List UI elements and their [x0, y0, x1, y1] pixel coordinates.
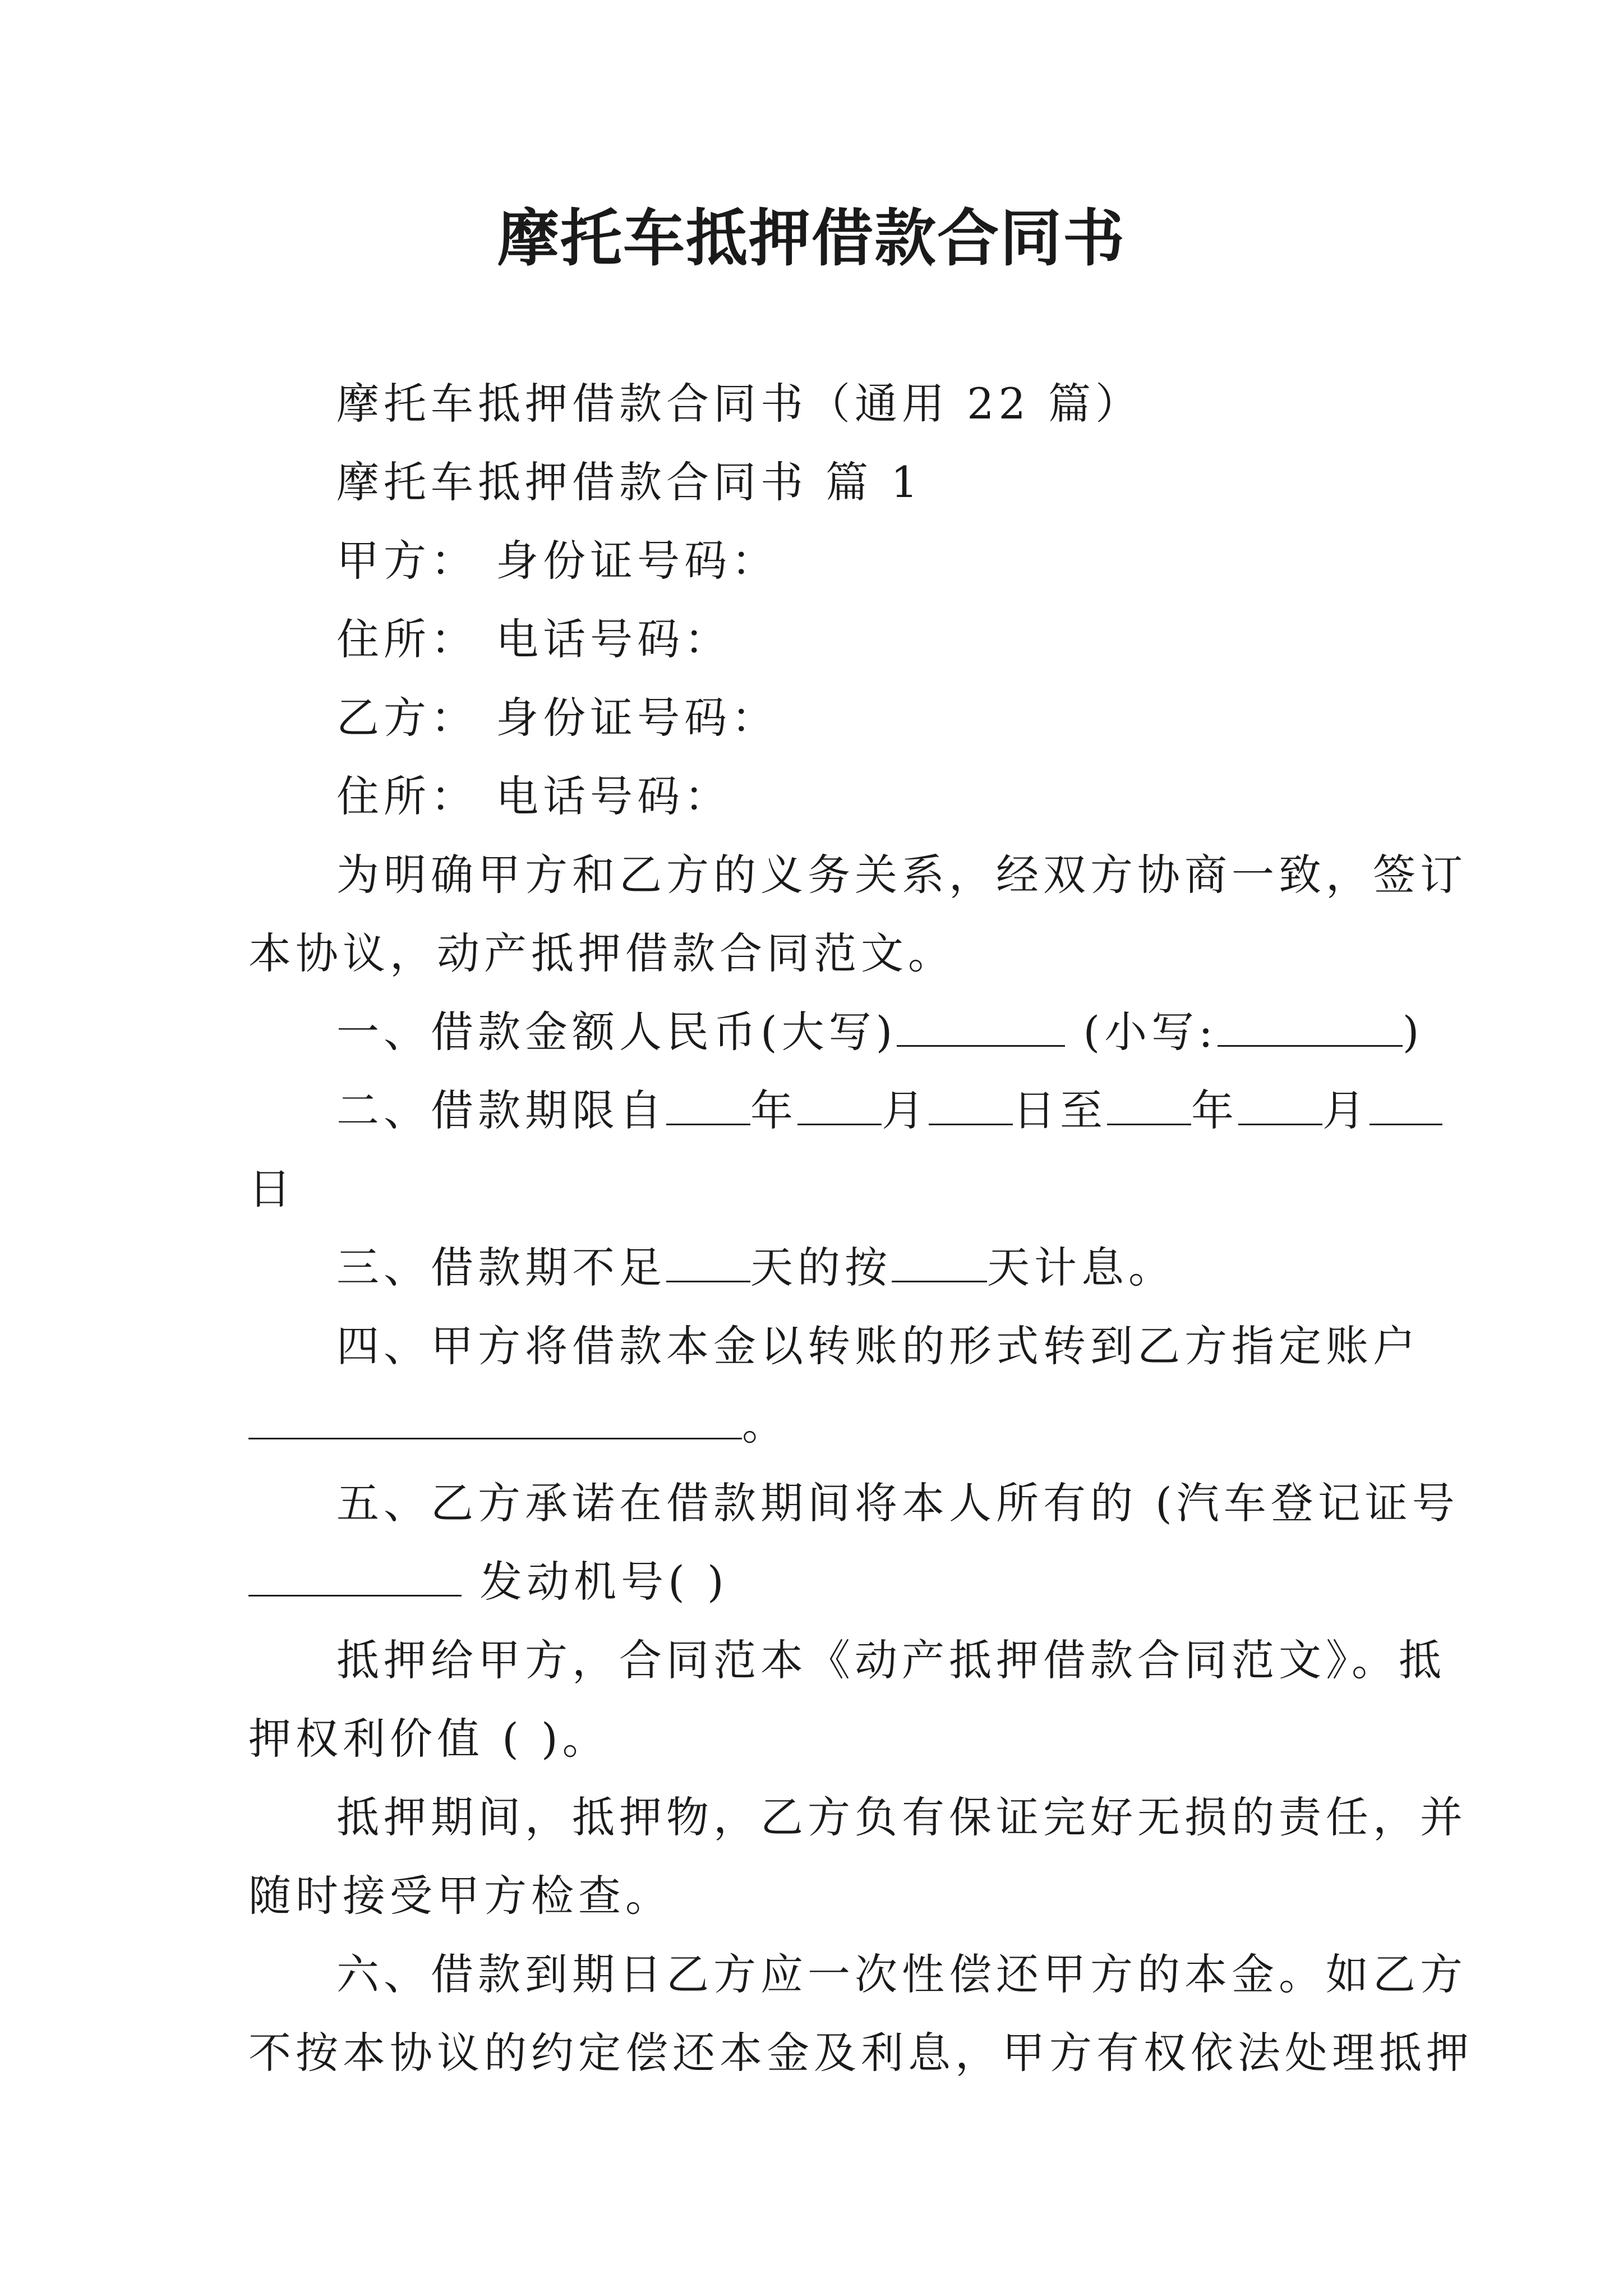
collateral-paragraph-line-1: 抵押给甲方，合同范本《动产抵押借款合同范文》。抵	[336, 1635, 1446, 1685]
custody-paragraph-line-2: 随时接受甲方检查。	[248, 1871, 672, 1921]
amount-uppercase-blank	[897, 1006, 1065, 1047]
clause-collateral-line-2	[248, 1554, 728, 1610]
engine-number-label: 发动机号( )	[462, 1557, 728, 1607]
clause-repayment-line-1: 六、借款到期日乙方应一次性偿还甲方的本金。如乙方	[336, 1949, 1467, 1999]
party-a-address-line: 住所： 电话号码：	[336, 614, 732, 664]
year-label: 年	[750, 1085, 797, 1135]
custody-paragraph-line-1: 抵押期间，抵押物，乙方负有保证完好无损的责任，并	[336, 1792, 1467, 1842]
clause-repayment-line-2: 不按本协议的约定偿还本金及利息，甲方有权依法处理抵押	[248, 2028, 1473, 2078]
end-month-blank	[1238, 1084, 1322, 1125]
loan-period-day-label: 日	[248, 1164, 296, 1214]
party-b-address-line: 住所： 电话号码：	[336, 771, 732, 821]
start-year-blank	[666, 1084, 750, 1125]
subtitle-general: 摩托车抵押借款合同书（通用 22 篇）	[336, 379, 1143, 429]
clause-interest	[336, 1240, 1175, 1296]
start-month-blank	[797, 1084, 882, 1125]
start-day-blank	[929, 1084, 1013, 1125]
interest-by-label: 天的按	[750, 1243, 892, 1292]
clause-transfer-line-1: 四、甲方将借款本金以转账的形式转到乙方指定账户	[336, 1321, 1420, 1371]
loan-amount-label: 一、借款金额人民币(大写)	[336, 1007, 897, 1057]
intro-paragraph-line-2: 本协议，动产抵押借款合同范文。	[248, 928, 955, 978]
year-label-2: 年	[1191, 1085, 1238, 1135]
days-short-blank	[666, 1241, 750, 1282]
party-a-id-line: 甲方： 身份证号码：	[336, 536, 779, 586]
clause-collateral-line-1: 五、乙方承诺在借款期间将本人所有的 (汽车登记证号	[336, 1478, 1459, 1528]
loan-period-label: 二、借款期限自	[336, 1085, 666, 1135]
interest-label: 三、借款期不足	[336, 1243, 666, 1292]
registration-number-blank	[248, 1556, 462, 1596]
amount-lowercase-blank	[1218, 1006, 1403, 1047]
end-day-blank	[1370, 1084, 1442, 1125]
collateral-paragraph-line-2: 押权利价值 ( )。	[248, 1714, 610, 1764]
clause-loan-amount	[336, 1004, 1423, 1060]
account-blank	[248, 1398, 742, 1439]
interest-end-label: 天计息。	[987, 1243, 1175, 1292]
day-to-label: 日至	[1013, 1085, 1107, 1135]
period-mark: 。	[742, 1400, 789, 1450]
party-b-id-line: 乙方： 身份证号码：	[336, 693, 779, 743]
clause-transfer-line-2	[248, 1397, 789, 1453]
close-paren: )	[1402, 1007, 1424, 1057]
amount-lowercase-label: (小写:	[1065, 1007, 1218, 1057]
month-label: 月	[882, 1085, 929, 1135]
document-title: 摩托车抵押借款合同书	[497, 202, 1126, 274]
intro-paragraph-line-1: 为明确甲方和乙方的义务关系，经双方协商一致，签订	[336, 850, 1467, 900]
section-heading: 摩托车抵押借款合同书 篇 1	[336, 457, 923, 507]
month-label-2: 月	[1322, 1085, 1370, 1135]
end-year-blank	[1107, 1084, 1191, 1125]
days-count-blank	[892, 1241, 987, 1282]
clause-loan-period	[336, 1083, 1442, 1139]
